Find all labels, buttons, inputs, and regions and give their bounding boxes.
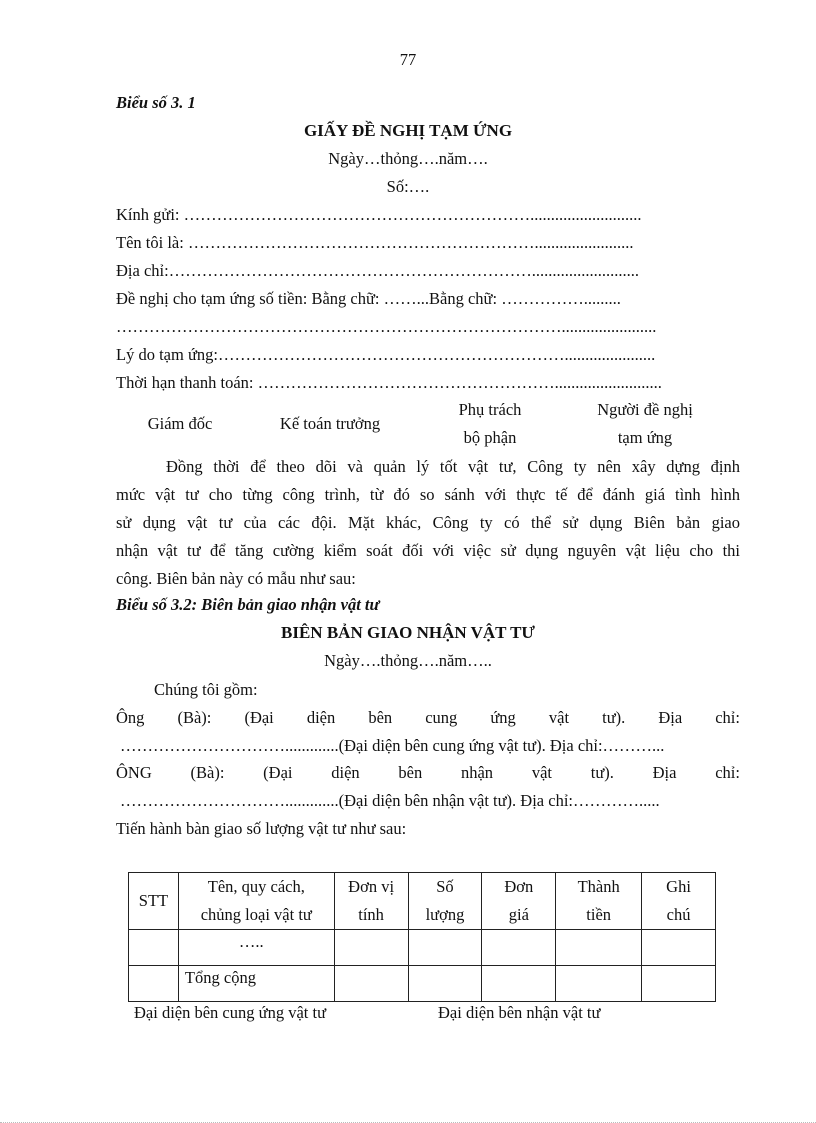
header-unit: Đơn vị tính: [334, 873, 408, 930]
form1-line-reason: Lý do tạm ứng:………………………………………………………......................: [116, 345, 656, 364]
party1-word: Ông: [116, 708, 145, 727]
party2-word: nhận: [460, 763, 494, 782]
form2-label: Biểu số 3.2: Biên bản giao nhận vật tư: [116, 595, 380, 614]
party2-word: Địa: [652, 763, 677, 782]
party2-word: (Đại: [263, 763, 293, 782]
party1-word: tư).: [602, 708, 626, 727]
party1-word: (Đại: [244, 708, 274, 727]
paragraph-line-2: mức vật tư cho từng công trình, từ đó so sánh với thực tế để đánh giá tình hình: [116, 485, 740, 504]
party1-word: chỉ:: [715, 708, 740, 727]
party2-word: (Bà):: [190, 763, 225, 782]
header-item-name: Tên, quy cách, chủng loại vật tư: [178, 873, 334, 930]
form1-number: Số:….: [386, 177, 430, 196]
party2-word: vật: [531, 763, 552, 782]
party1-word: vật: [548, 708, 570, 727]
signature-department-head-line1: Phụ trách: [458, 400, 522, 419]
paragraph-line-1: Đồng thời để theo dõi và quản lý tốt vật tư, Công ty nên xây dựng định: [166, 457, 740, 476]
party2-word: chỉ:: [715, 763, 740, 782]
party2-line1: [116, 763, 740, 783]
signature-department-head: [435, 396, 545, 452]
header-unit-price: Đơn giá: [482, 873, 556, 930]
party2-word: diện: [331, 763, 360, 782]
party1-word: cung: [425, 708, 458, 727]
table-row: [129, 930, 716, 966]
form1-line-deadline: Thời hạn thanh toán: ………………………………………………..........................: [116, 373, 662, 392]
paragraph-line-5: công. Biên bản này có mẫu như sau:: [116, 569, 356, 588]
sign-supplier: Đại diện bên cung ứng vật tư: [134, 1003, 327, 1022]
party2-line2: ………………………….............(Đại diện bên nhận vật tư). Địa chỉ:………….....: [120, 791, 660, 810]
sign-receiver: Đại diện bên nhận vật tư: [438, 1003, 601, 1022]
party1-line2: ………………………….............(Đại diện bên cung ứng vật tư). Địa chỉ:………...: [120, 736, 665, 755]
party2-word: tư).: [590, 763, 614, 782]
paragraph-line-3: sử dụng vật tư của các đội. Mặt khác, Công ty có thể sử dụng Biên bản giao: [116, 513, 740, 532]
form1-label: Biểu số 3. 1: [116, 93, 196, 112]
form1-line-address: Địa chỉ:…………………………………………………………..........................: [116, 261, 639, 280]
table-row-item: …..: [178, 930, 334, 966]
header-quantity: Số lượng: [408, 873, 482, 930]
handover-text: Tiến hành bàn giao số lượng vật tư như sau:: [116, 819, 407, 838]
signature-requester-line2: tạm ứng: [617, 428, 673, 447]
form1-line-continuation: ……………………………………………………………………….......................: [116, 317, 657, 336]
page-number: 77: [399, 50, 417, 69]
form2-title: BIÊN BẢN GIAO NHẬN VẬT TƯ: [281, 623, 535, 642]
form1-line-recipient: Kính gửi: ………………………………………………………...........................: [116, 205, 642, 224]
paragraph-line-4: nhận vật tư để tăng cường kiểm soát đối với việc sử dụng nguyên vật liệu cho thi: [116, 541, 740, 560]
signature-chief-accountant-label: Kế toán trưởng: [279, 414, 381, 433]
signature-director: [130, 410, 230, 438]
header-amount: Thành tiền: [556, 873, 642, 930]
party2-word: ÔNG: [116, 763, 152, 782]
table-total-label: Tổng cộng: [178, 966, 334, 1002]
form1-date: Ngày…thỏng….năm….: [328, 149, 488, 168]
form1-line-amount: Đề nghị cho tạm ứng số tiền: Bằng chữ: ……...Bằng chữ: …………….........: [116, 289, 621, 308]
table-header-row: [129, 873, 716, 930]
form2-intro: Chúng tôi gồm:: [154, 680, 258, 699]
signature-requester: [575, 396, 715, 452]
form2-date: Ngày….thỏng….năm…..: [324, 651, 492, 670]
party1-line1: [116, 708, 740, 728]
header-stt: STT: [129, 873, 179, 930]
signature-director-label: Giám đốc: [147, 414, 213, 433]
table-total-row: [129, 966, 716, 1002]
materials-table: [128, 872, 716, 1002]
form1-title: GIẤY ĐỀ NGHỊ TẠM ỨNG: [303, 121, 513, 140]
party1-word: diện: [306, 708, 336, 727]
party2-word: bên: [398, 763, 423, 782]
signature-requester-line1: Người đề nghị: [597, 400, 693, 419]
party1-word: bên: [368, 708, 393, 727]
party1-word: Địa: [658, 708, 683, 727]
header-note: Ghi chú: [642, 873, 716, 930]
party1-word: ứng: [490, 708, 516, 727]
signature-department-head-line2: bộ phận: [463, 428, 517, 447]
party1-word: (Bà):: [177, 708, 212, 727]
signature-chief-accountant: [260, 410, 400, 438]
form1-line-name: Tên tôi là: ………………………………………………………........................: [116, 233, 634, 252]
